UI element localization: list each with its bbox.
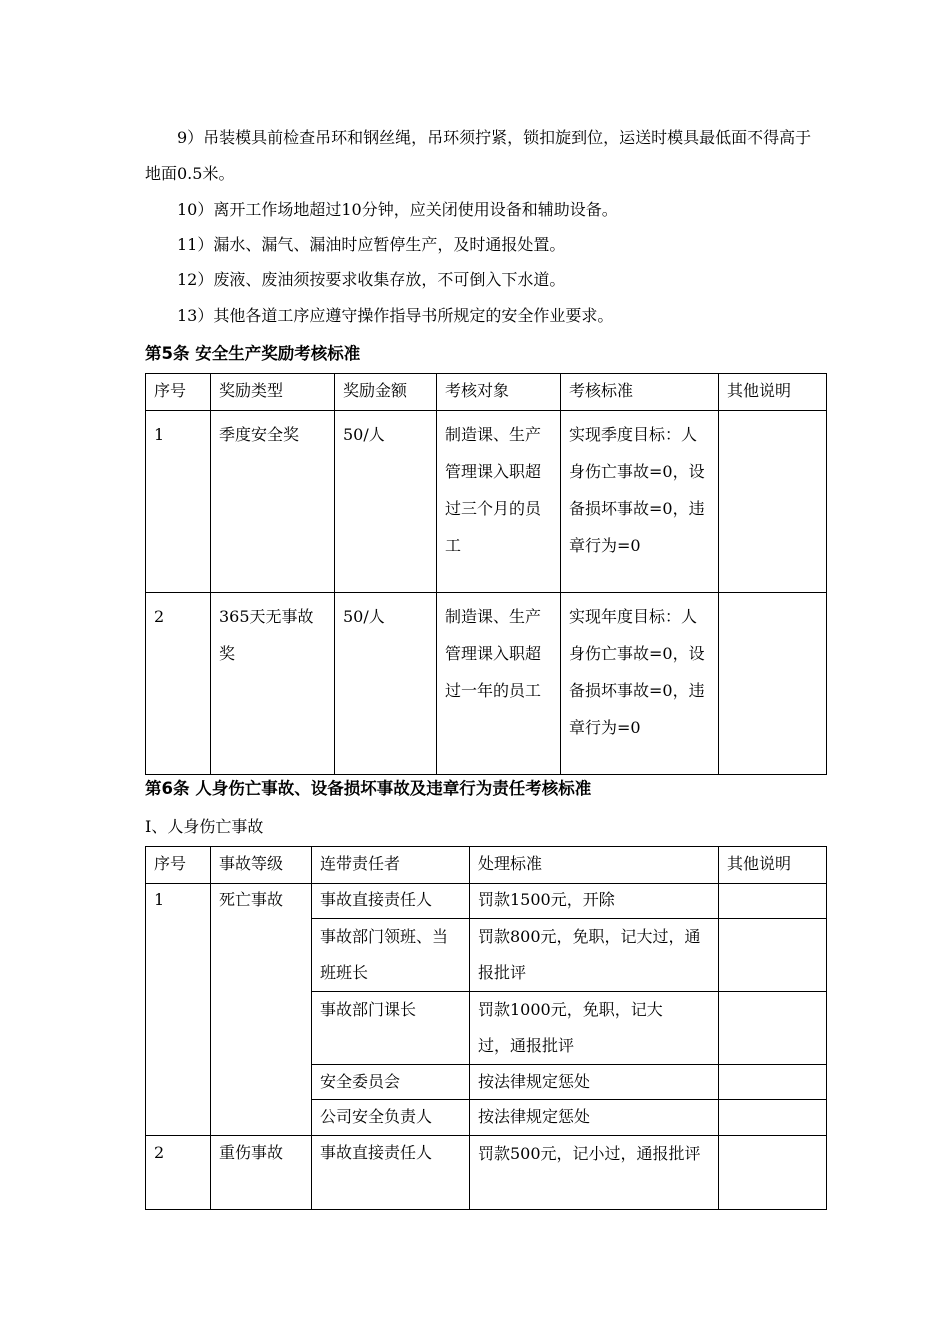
paragraph-13: 13）其他各道工序应遵守操作指导书所规定的安全作业要求。 xyxy=(177,306,614,325)
header-cell: 处理标准 xyxy=(470,847,719,884)
table-cell: 公司安全负责人 xyxy=(312,1100,470,1136)
table-cell: 事故部门领班、当班班长 xyxy=(312,919,470,992)
table-cell: 实现季度目标：人身伤亡事故=0，设备损坏事故=0，违章行为=0 xyxy=(561,411,719,593)
table-cell: 季度安全奖 xyxy=(211,411,335,593)
table-row xyxy=(146,884,827,919)
header-cell: 其他说明 xyxy=(719,847,827,884)
table-cell xyxy=(719,919,827,992)
table-cell: 2 xyxy=(146,1136,211,1210)
header-cell: 奖励金额 xyxy=(335,374,437,411)
paragraph-10: 10）离开工作场地超过10分钟，应关闭使用设备和辅助设备。 xyxy=(177,200,618,219)
table-cell xyxy=(719,1100,827,1136)
header-cell: 序号 xyxy=(146,847,211,884)
table-row xyxy=(146,593,827,775)
paragraph-9: 9）吊装模具前检查吊环和钢丝绳，吊环须拧紧，锁扣旋到位，运送时模具最低面不得高于地面0.5米。 xyxy=(145,128,812,183)
table-cell: 罚款500元，记小过，通报批评 xyxy=(470,1136,719,1210)
table-cell: 安全委员会 xyxy=(312,1065,470,1100)
table-cell: 罚款1000元，免职，记大过，通报批评 xyxy=(470,992,719,1065)
header-cell: 连带责任者 xyxy=(312,847,470,884)
table-cell: 50/人 xyxy=(335,411,437,593)
header-cell: 序号 xyxy=(146,374,211,411)
header-cell: 考核对象 xyxy=(437,374,561,411)
table-cell xyxy=(719,884,827,919)
table-cell: 1 xyxy=(146,884,211,1136)
table-cell: 按法律规定惩处 xyxy=(470,1100,719,1136)
table-cell: 重伤事故 xyxy=(211,1136,312,1210)
table-cell: 实现年度目标：人身伤亡事故=0，设备损坏事故=0，违章行为=0 xyxy=(561,593,719,775)
table-header-row xyxy=(146,374,827,411)
reward-table xyxy=(145,373,827,775)
table-cell: 事故直接责任人 xyxy=(312,884,470,919)
header-cell: 事故等级 xyxy=(211,847,312,884)
injury-table xyxy=(145,846,827,1210)
table-cell xyxy=(719,1065,827,1100)
table-row xyxy=(146,1136,827,1210)
table-header-row xyxy=(146,847,827,884)
paragraph-12: 12）废液、废油须按要求收集存放，不可倒入下水道。 xyxy=(177,270,566,289)
table-cell: 按法律规定惩处 xyxy=(470,1065,719,1100)
paragraph-11: 11）漏水、漏气、漏油时应暂停生产，及时通报处置。 xyxy=(177,235,566,254)
section6-heading: 第6条 人身伤亡事故、设备损坏事故及违章行为责任考核标准 xyxy=(145,779,592,798)
table-cell: 制造课、生产管理课入职超过三个月的员工 xyxy=(437,411,561,593)
table-cell xyxy=(719,1136,827,1210)
table-cell: 50/人 xyxy=(335,593,437,775)
header-cell: 考核标准 xyxy=(561,374,719,411)
table-cell: 制造课、生产管理课入职超过一年的员工 xyxy=(437,593,561,775)
section5-heading: 第5条 安全生产奖励考核标准 xyxy=(145,344,361,363)
table-cell: 365天无事故奖 xyxy=(211,593,335,775)
table-cell xyxy=(719,411,827,593)
table-cell xyxy=(719,992,827,1065)
table-cell: 1 xyxy=(146,411,211,593)
table-cell: 2 xyxy=(146,593,211,775)
subsection-title: I、人身伤亡事故 xyxy=(145,817,264,836)
table-cell: 事故部门课长 xyxy=(312,992,470,1065)
table-cell: 罚款800元，免职，记大过，通报批评 xyxy=(470,919,719,992)
table-cell: 事故直接责任人 xyxy=(312,1136,470,1210)
table-cell: 罚款1500元，开除 xyxy=(470,884,719,919)
header-cell: 奖励类型 xyxy=(211,374,335,411)
table-row xyxy=(146,411,827,593)
table-cell: 死亡事故 xyxy=(211,884,312,1136)
table-cell xyxy=(719,593,827,775)
header-cell: 其他说明 xyxy=(719,374,827,411)
